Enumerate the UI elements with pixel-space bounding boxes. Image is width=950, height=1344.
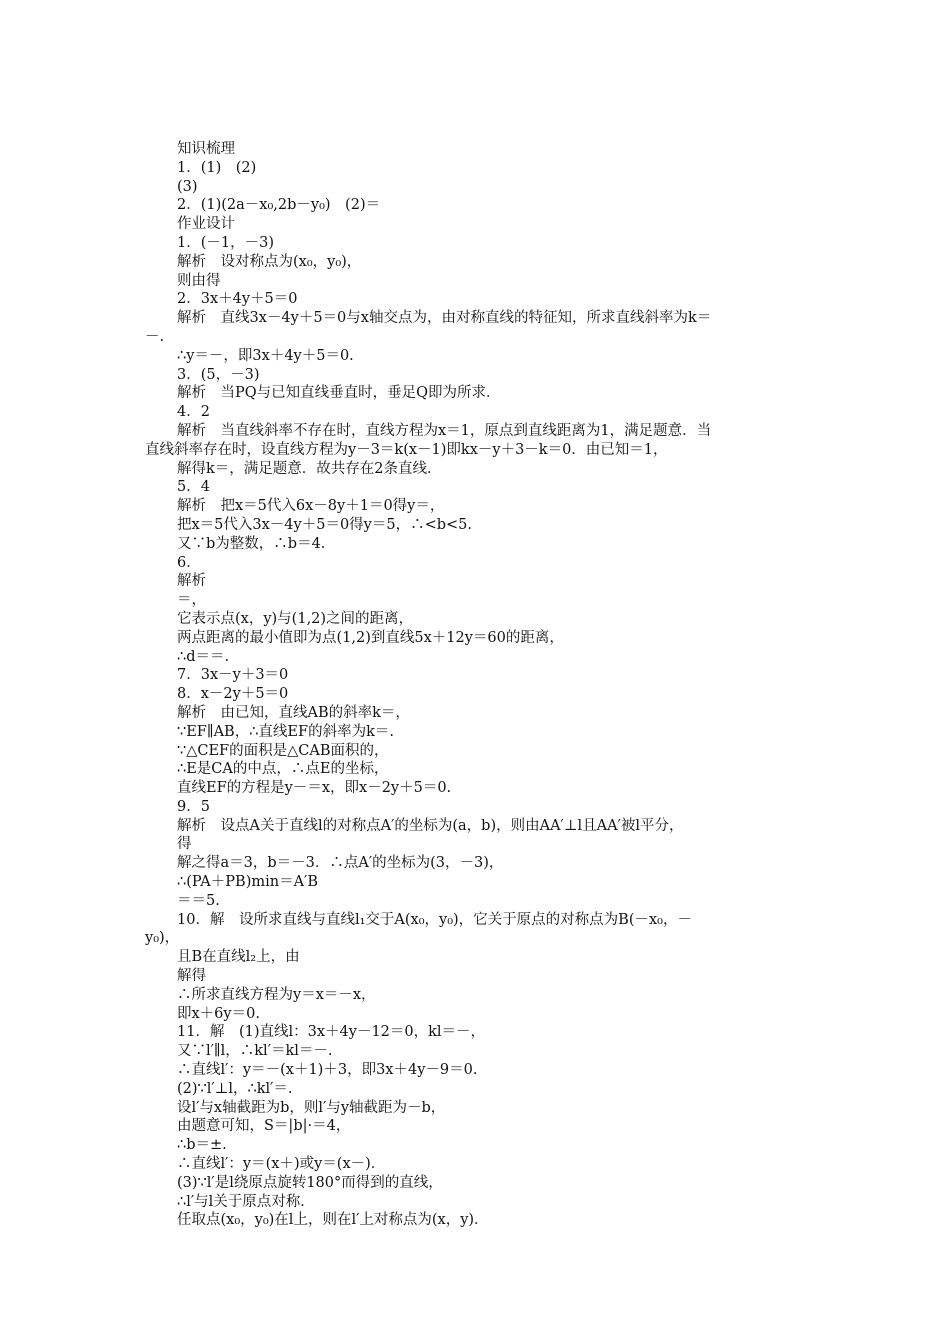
text-line: 又∵l′∥l，∴kl′＝kl＝－.: [177, 1043, 333, 1060]
text-line: 设l′与x轴截距为b，则l′与y轴截距为－b，: [177, 1099, 446, 1116]
text-line: 2．3x＋4y＋5＝0: [177, 291, 298, 308]
text-line: 解得k＝，满足题意．故共存在2条直线．: [177, 460, 442, 477]
text-line: 3．(5，－3): [177, 366, 260, 383]
text-line: 得: [177, 836, 192, 853]
text-line: 它表示点(x，y)与(1,2)之间的距离，: [177, 610, 414, 627]
text-line: 知识梳理: [177, 141, 235, 157]
text-line: 1．(－1，－3): [177, 234, 274, 251]
text-line: 8．x－2y＋5＝0: [177, 686, 289, 703]
text-line: 即x＋6y＝0.: [177, 1005, 260, 1022]
text-line: 解析 直线3x－4y＋5＝0与x轴交点为，由对称直线的特征知，所求直线斜率为k＝: [177, 310, 712, 327]
text-line: 则由得: [177, 272, 221, 289]
text-line: 直线斜率存在时，设直线方程为y－3＝k(x－1)即kx－y＋3－k＝0．由已知＝1，: [145, 441, 668, 458]
text-line: －.: [145, 328, 165, 345]
text-line: 10．解 设所求直线与直线l₁交于A(x₀，y₀)，它关于原点的对称点为B(－x₀，－: [177, 911, 692, 928]
text-line: 解析 把x＝5代入6x－8y＋1＝0得y＝，: [177, 498, 445, 515]
text-line: 作业设计: [177, 216, 235, 233]
text-line: ∴y＝－，即3x＋4y＋5＝0.: [177, 347, 354, 364]
text-line: 由题意可知，S＝|b|·＝4，: [177, 1118, 351, 1135]
text-line: ∴(PA＋PB)min＝A′B: [177, 874, 318, 891]
text-line: 6．: [177, 554, 201, 571]
text-line: 直线EF的方程是y－＝x，即x－2y＋5＝0.: [177, 780, 452, 797]
text-line: y₀)，: [145, 930, 180, 947]
text-line: ∴E是CA的中点，∴点E的坐标，: [177, 761, 389, 778]
text-line: 解之得a＝3，b＝－3．∴点A′的坐标为(3，－3)，: [177, 855, 504, 872]
text-line: 7．3x－y＋3＝0: [177, 667, 289, 684]
text-line: 11．解 (1)直线l：3x＋4y－12＝0，kl＝－，: [177, 1024, 486, 1041]
text-line: 又∵b为整数，∴b＝4.: [177, 535, 326, 552]
text-line: ∴直线l′：y＝(x＋)或y＝(x－)．: [177, 1156, 386, 1173]
text-line: 1．(1) (2): [177, 159, 257, 176]
answer-text-block: [0, 140, 950, 1230]
text-line: 解析 当PQ与已知直线垂直时，垂足Q即为所求．: [177, 385, 501, 402]
text-line: 任取点(x₀，y₀)在l上，则在l′上对称点为(x，y)．: [177, 1212, 489, 1229]
text-line: (3): [177, 178, 198, 195]
text-line: 4．2: [177, 404, 210, 421]
text-line: 解析 由已知，直线AB的斜率k＝，: [177, 704, 410, 721]
text-line: ∴l′与l关于原点对称．: [177, 1193, 315, 1210]
text-line: ＝，: [177, 592, 206, 609]
text-line: 解析 设点A关于直线l的对称点A′的坐标为(a，b)，则由AA′⊥l且AA′被l平分，: [177, 817, 684, 834]
text-line: 解析 设对称点为(x₀，y₀)，: [177, 253, 362, 270]
text-line: 解得: [177, 968, 206, 985]
text-line: ∴所求直线方程为y＝x＝－x，: [177, 986, 376, 1003]
text-line: ∴b＝±.: [177, 1137, 227, 1154]
text-line: 9．5: [177, 798, 210, 815]
text-line: ∵△CEF的面积是△CAB面积的，: [177, 742, 389, 759]
text-line: 5．4: [177, 479, 210, 496]
text-line: ∴直线l′：y＝－(x＋1)＋3，即3x＋4y－9＝0.: [177, 1062, 478, 1079]
text-line: ∴d＝＝.: [177, 648, 230, 665]
text-line: 把x＝5代入3x－4y＋5＝0得y＝5，∴<b<5.: [177, 516, 473, 533]
text-line: 两点距离的最小值即为点(1,2)到直线5x＋12y＝60的距离，: [177, 629, 564, 646]
text-line: 2．(1)(2a－x₀,2b－y₀) (2)＝: [177, 197, 381, 214]
text-line: (2)∵l′⊥l，∴kl′＝.: [177, 1080, 293, 1097]
text-line: (3)∵l′是l绕原点旋转180°而得到的直线，: [177, 1174, 443, 1191]
text-line: ＝＝5.: [177, 892, 220, 909]
text-line: 解析 当直线斜率不存在时，直线方程为x＝1，原点到直线距离为1，满足题意．当: [177, 422, 712, 439]
text-line: 且B在直线l₂上，由: [177, 949, 300, 966]
text-line: ∵EF∥AB，∴直线EF的斜率为k＝.: [177, 723, 394, 740]
text-line: 解析: [177, 573, 206, 590]
